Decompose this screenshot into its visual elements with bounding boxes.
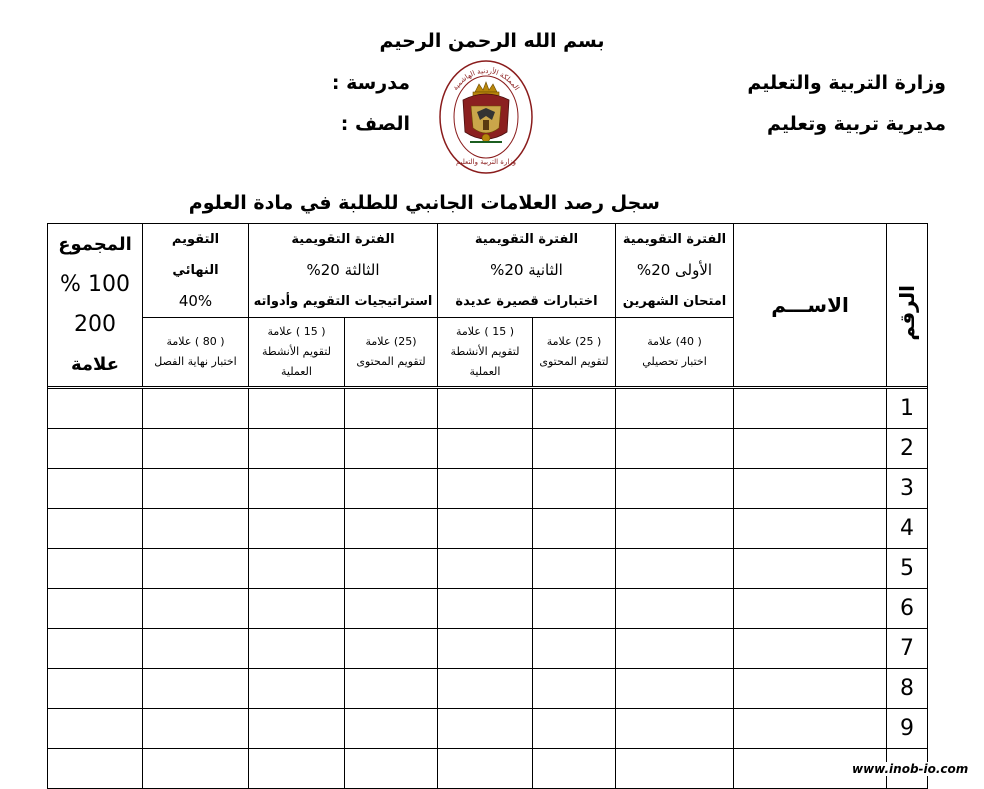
row-number: 8 <box>887 669 928 709</box>
grade-cell[interactable] <box>345 589 438 629</box>
bismillah: بسم الله الرحمن الرحيم <box>379 30 605 52</box>
period1-subheader: ( 40) علامة اختبار تحصيلي <box>616 318 734 387</box>
grade-cell[interactable] <box>616 669 734 709</box>
grade-cell[interactable] <box>616 389 734 429</box>
grade-cell[interactable] <box>249 629 345 669</box>
table-row <box>48 509 928 549</box>
grade-cell[interactable] <box>48 669 143 709</box>
school-label: مدرسة : <box>331 72 410 94</box>
grade-cell[interactable] <box>48 429 143 469</box>
grade-cell[interactable] <box>438 509 533 549</box>
grade-cell[interactable] <box>438 629 533 669</box>
table-row <box>48 629 928 669</box>
row-number: 7 <box>887 629 928 669</box>
grade-cell[interactable] <box>533 669 616 709</box>
row-number: 4 <box>887 509 928 549</box>
document-title: سجل رصد العلامات الجانبي للطلبة في مادة العلوم <box>188 192 660 214</box>
period3-content-subheader: (25) علامة لتقويم المحتوى <box>345 318 438 387</box>
grade-cell[interactable] <box>438 469 533 509</box>
table-row <box>48 469 928 509</box>
svg-text:وزارة التربية والتعليم: وزارة التربية والتعليم <box>455 158 517 166</box>
grade-cell[interactable] <box>616 509 734 549</box>
grade-cell[interactable] <box>249 669 345 709</box>
row-number: 1 <box>887 389 928 429</box>
grade-cell[interactable] <box>143 669 249 709</box>
grade-cell[interactable] <box>143 709 249 749</box>
final-header: التقويم النهائي 40% <box>143 224 249 318</box>
row-number: 5 <box>887 549 928 589</box>
grade-cell[interactable] <box>143 549 249 589</box>
period2-content-subheader: ( 25) علامة لتقويم المحتوى <box>533 318 616 387</box>
grade-cell[interactable] <box>616 629 734 669</box>
grade-cell[interactable] <box>533 709 616 749</box>
grade-cell[interactable] <box>48 629 143 669</box>
final-subheader: ( 80 ) علامة اختبار نهاية الفصل <box>143 318 249 387</box>
grade-cell[interactable] <box>616 749 734 789</box>
row-number: 3 <box>887 469 928 509</box>
grade-cell[interactable] <box>533 749 616 789</box>
grade-cell[interactable] <box>143 429 249 469</box>
grade-cell[interactable] <box>533 589 616 629</box>
period3-header: الفترة التقويمية الثالثة 20% استراتيجيات التقويم وأدواته <box>249 224 438 318</box>
grade-cell[interactable] <box>734 429 887 469</box>
grade-cell[interactable] <box>143 589 249 629</box>
grade-cell[interactable] <box>345 749 438 789</box>
grade-cell[interactable] <box>143 509 249 549</box>
grade-cell[interactable] <box>143 629 249 669</box>
row-number: 9 <box>887 709 928 749</box>
grade-cell[interactable] <box>249 389 345 429</box>
grade-cell[interactable] <box>48 709 143 749</box>
class-label: الصف : <box>340 113 410 135</box>
grade-cell[interactable] <box>345 509 438 549</box>
total-header: المجموع 100 % 200 علامة <box>48 224 143 387</box>
table-row <box>48 549 928 589</box>
grade-cell[interactable] <box>249 469 345 509</box>
grade-cell[interactable] <box>143 469 249 509</box>
grade-cell[interactable] <box>438 589 533 629</box>
grade-cell[interactable] <box>734 589 887 629</box>
grade-cell[interactable] <box>616 469 734 509</box>
grade-cell[interactable] <box>734 629 887 669</box>
name-header: الاســـم <box>734 224 887 387</box>
grade-cell[interactable] <box>734 549 887 589</box>
grade-cell[interactable] <box>48 389 143 429</box>
grade-cell[interactable] <box>249 589 345 629</box>
period2-activities-subheader: ( 15 ) علامة لتقويم الأنشطة العملية <box>438 318 533 387</box>
grade-cell[interactable] <box>48 589 143 629</box>
grade-cell[interactable] <box>438 669 533 709</box>
row-number: 2 <box>887 429 928 469</box>
grade-cell[interactable] <box>438 549 533 589</box>
rank-header: الرقم <box>887 224 928 387</box>
table-row <box>48 429 928 469</box>
grade-cell[interactable] <box>249 509 345 549</box>
grade-cell[interactable] <box>438 429 533 469</box>
grade-cell[interactable] <box>143 389 249 429</box>
grade-cell[interactable] <box>533 509 616 549</box>
period1-header: الفترة التقويمية الأولى 20% امتحان الشهرين <box>616 224 734 318</box>
grade-cell[interactable] <box>616 429 734 469</box>
svg-text:المملكة الأردنية الهاشمية: المملكة الأردنية الهاشمية <box>451 66 521 92</box>
grade-cell[interactable] <box>734 389 887 429</box>
directorate-name: مديرية تربية وتعليم <box>766 113 946 135</box>
grade-cell[interactable] <box>533 549 616 589</box>
grade-cell[interactable] <box>345 629 438 669</box>
period3-activities-subheader: ( 15 ) علامة لتقويم الأنشطة العملية <box>249 318 345 387</box>
grade-cell[interactable] <box>533 429 616 469</box>
row-number: 6 <box>887 589 928 629</box>
grade-cell[interactable] <box>734 509 887 549</box>
ministry-name: وزارة التربية والتعليم <box>747 72 946 94</box>
grade-cell[interactable] <box>734 709 887 749</box>
table-row <box>48 669 928 709</box>
table-row <box>48 709 928 749</box>
grade-cell[interactable] <box>249 709 345 749</box>
grade-cell[interactable] <box>438 709 533 749</box>
grade-cell[interactable] <box>345 469 438 509</box>
ministry-emblem-logo <box>437 58 535 176</box>
grade-cell[interactable] <box>616 589 734 629</box>
grade-cell[interactable] <box>734 469 887 509</box>
grade-cell[interactable] <box>533 629 616 669</box>
grade-cell[interactable] <box>533 389 616 429</box>
grade-cell[interactable] <box>616 549 734 589</box>
grade-cell[interactable] <box>48 749 143 789</box>
grade-cell[interactable] <box>345 669 438 709</box>
grade-cell[interactable] <box>345 549 438 589</box>
grade-cell[interactable] <box>48 469 143 509</box>
grade-cell[interactable] <box>616 709 734 749</box>
grade-cell[interactable] <box>249 549 345 589</box>
grade-cell[interactable] <box>345 389 438 429</box>
watermark: www.inob-io.com <box>848 762 972 776</box>
grade-cell[interactable] <box>533 469 616 509</box>
table-row <box>48 749 928 789</box>
grade-cell[interactable] <box>345 429 438 469</box>
grade-cell[interactable] <box>249 429 345 469</box>
grade-cell[interactable] <box>438 389 533 429</box>
grades-table <box>47 223 928 789</box>
grade-cell[interactable] <box>143 749 249 789</box>
table-row <box>48 389 928 429</box>
grade-cell[interactable] <box>48 509 143 549</box>
grade-cell[interactable] <box>249 749 345 789</box>
table-row <box>48 589 928 629</box>
grade-cell[interactable] <box>438 749 533 789</box>
grade-cell[interactable] <box>48 549 143 589</box>
period2-header: الفترة التقويمية الثانية 20% اختبارات قصيرة عديدة <box>438 224 616 318</box>
grade-cell[interactable] <box>734 669 887 709</box>
grade-cell[interactable] <box>345 709 438 749</box>
